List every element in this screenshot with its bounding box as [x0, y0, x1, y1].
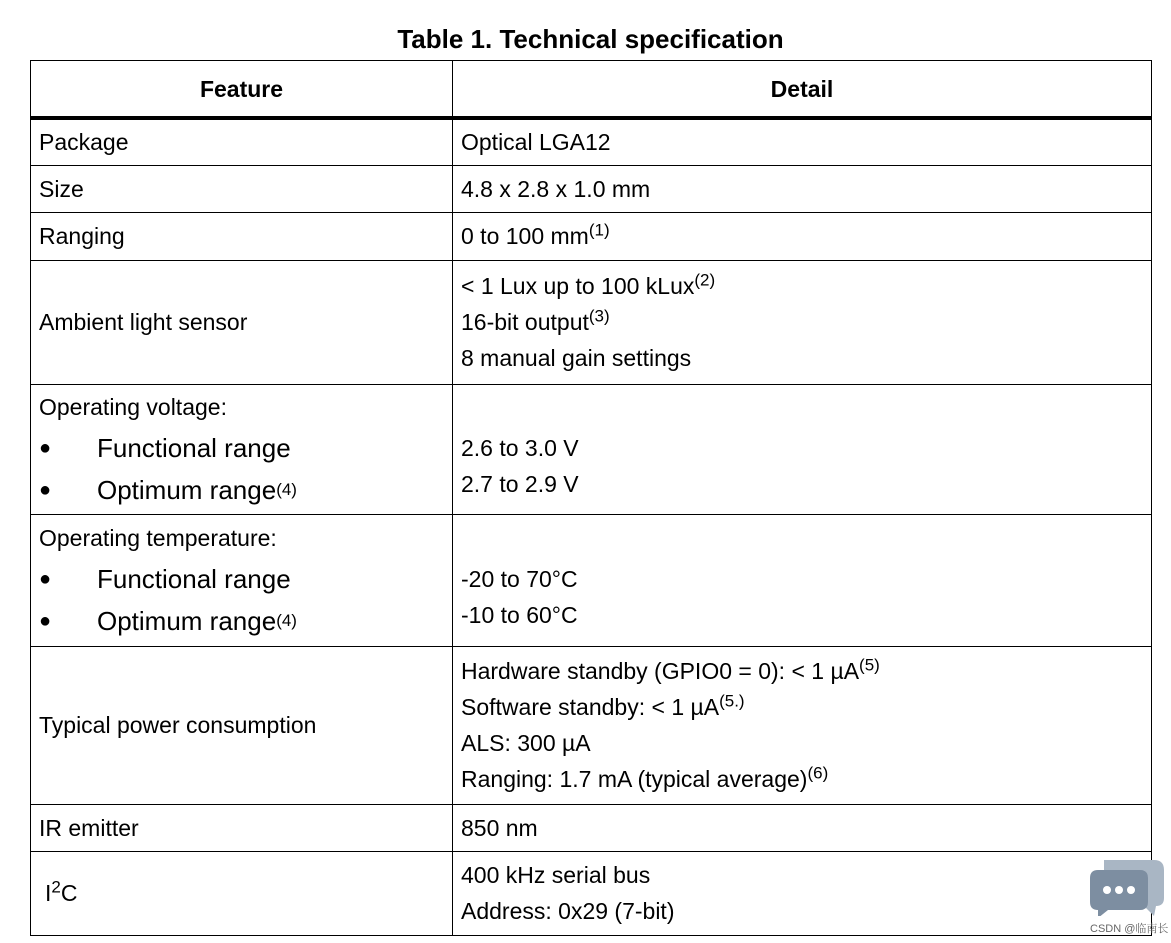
table-title: Table 1. Technical specification	[397, 24, 784, 54]
table-header-row	[31, 61, 1152, 119]
detail-cell	[453, 384, 1152, 514]
detail-line: 2.6 to 3.0 V	[461, 435, 579, 461]
feature-heading: Operating temperature:	[39, 525, 277, 551]
table-row	[31, 165, 1152, 212]
footnote-ref: (6)	[807, 763, 829, 783]
table-row	[31, 384, 1152, 514]
bullet-icon: ●	[39, 610, 52, 632]
feature-text: I	[45, 880, 52, 906]
bullet-item: ● Optimum range (4)	[39, 469, 444, 511]
table-row	[31, 514, 1152, 646]
bullet-text: Optimum range	[97, 606, 277, 636]
table-row	[31, 118, 1152, 165]
detail-line: -10 to 60°C	[461, 602, 578, 628]
detail-line	[461, 268, 1143, 304]
feature-cell: IR emitter	[31, 804, 453, 851]
watermark-text: CSDN @临南长	[1090, 923, 1169, 935]
table-row	[31, 851, 1152, 935]
feature-cell	[31, 514, 453, 646]
feature-heading: Operating voltage:	[39, 394, 227, 420]
detail-line: 2.7 to 2.9 V	[461, 471, 579, 497]
spec-table	[30, 60, 1152, 936]
detail-line: -20 to 70°C	[461, 566, 578, 592]
header-detail: Detail	[453, 61, 1152, 119]
table-row	[31, 804, 1152, 851]
bullet-item: ● Optimum range (4)	[39, 600, 444, 642]
detail-cell	[453, 212, 1152, 260]
feature-superscript: 2	[51, 877, 61, 897]
detail-text: Software standby: < 1 µA	[461, 694, 720, 720]
feature-cell: Typical power consumption	[31, 646, 453, 804]
detail-cell: Optical LGA12	[453, 118, 1152, 165]
table-row	[31, 646, 1152, 804]
feature-cell: Package	[31, 118, 453, 165]
footnote-ref: (5.)	[719, 691, 745, 711]
table-row	[31, 212, 1152, 260]
detail-text: < 1 Lux up to 100 kLux	[461, 273, 695, 299]
detail-cell: 4.8 x 2.8 x 1.0 mm	[453, 165, 1152, 212]
detail-text: 8 manual gain settings	[461, 345, 692, 371]
detail-line	[461, 761, 1143, 797]
detail-line	[461, 689, 1143, 725]
detail-line	[461, 725, 1143, 761]
detail-cell	[453, 260, 1152, 384]
detail-cell	[453, 514, 1152, 646]
table-row	[31, 260, 1152, 384]
detail-cell	[453, 851, 1152, 935]
detail-line: Address: 0x29 (7-bit)	[461, 898, 675, 924]
footnote-ref: (5)	[859, 655, 880, 675]
detail-line	[461, 653, 1143, 689]
footnote-ref: (2)	[694, 270, 716, 290]
bullet-icon: ●	[39, 568, 52, 590]
bullet-icon: ●	[39, 479, 52, 501]
bullet-text: Functional range	[97, 433, 291, 463]
feature-cell: Ambient light sensor	[31, 260, 453, 384]
chat-bubble-icon[interactable]	[1088, 860, 1164, 916]
header-feature: Feature	[31, 61, 453, 119]
bullet-text: Functional range	[97, 564, 291, 594]
detail-text: Hardware standby (GPIO0 = 0): < 1 µA	[461, 658, 860, 684]
detail-text: 0 to 100 mm	[461, 223, 589, 249]
detail-cell: 850 nm	[453, 804, 1152, 851]
detail-line	[461, 340, 1143, 376]
feature-cell	[31, 851, 453, 935]
bullet-item	[39, 558, 444, 600]
feature-text: C	[60, 880, 78, 906]
bullet-icon: ●	[39, 437, 52, 459]
footnote-ref: (1)	[588, 220, 610, 240]
detail-text: Ranging: 1.7 mA (typical average)	[461, 766, 808, 792]
bullet-text: Optimum range	[97, 475, 277, 505]
detail-text: 16-bit output	[461, 309, 589, 335]
feature-cell	[31, 384, 453, 514]
detail-line	[461, 304, 1143, 340]
detail-line: 400 kHz serial bus	[461, 862, 651, 888]
detail-cell	[453, 646, 1152, 804]
bullet-item	[39, 427, 444, 469]
feature-cell: Size	[31, 165, 453, 212]
footnote-ref: (3)	[588, 306, 610, 326]
feature-cell: Ranging	[31, 212, 453, 260]
detail-text: ALS: 300 µA	[461, 730, 591, 756]
